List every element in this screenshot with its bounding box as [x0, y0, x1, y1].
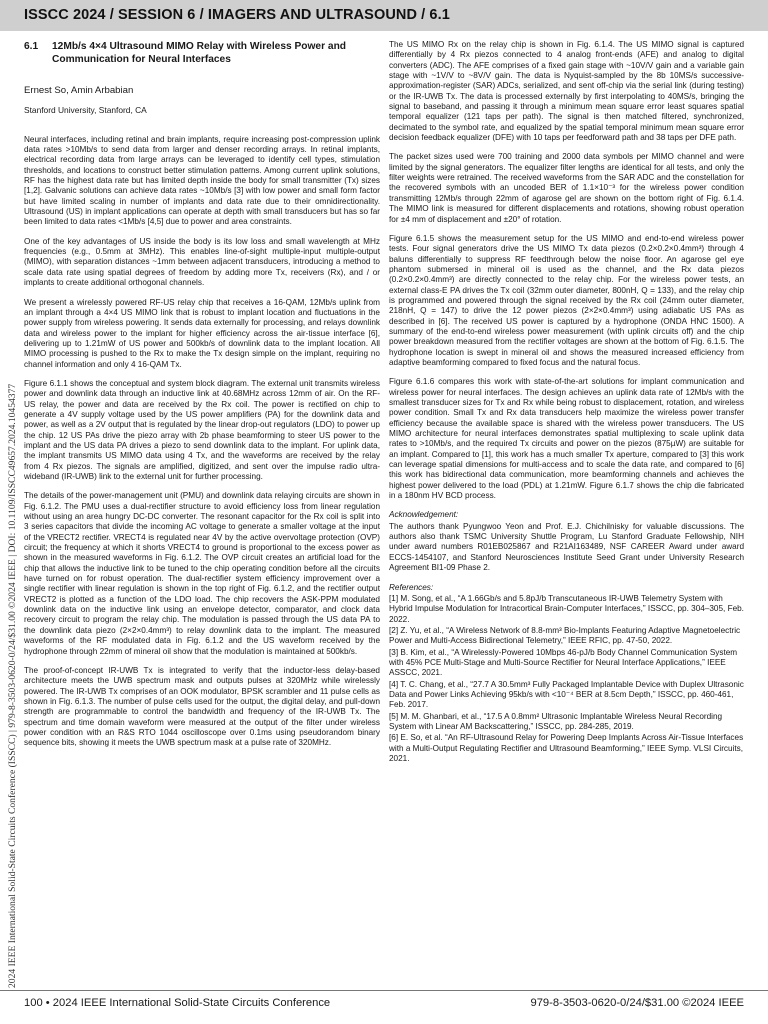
- right-column: [389, 40, 744, 765]
- header-bar: [0, 0, 768, 31]
- body-paragraph: We present a wirelessly powered RF-US relay chip that receives a 16-QAM, 12Mb/s uplink from an implant through a 4×4 US MIMO link that is robust to implant location and fluctuations in the power supply from wireless powering. It sends data externally for processing, and relays downlink data and wireless power to the implant for higher efficiency across the air-tissue interface [6], delivering up to 1.21mW of US power and 500kb/s of downlink data to the implant location. All MIMO processing is pushed to the Rx to make the Tx design simple on the implant, requiring no channel information and only 4 16-QAM Tx.: [24, 297, 380, 369]
- paper-authors: Ernest So, Amin Arbabian: [24, 85, 134, 96]
- paper-number: 6.1: [24, 41, 39, 52]
- paper-affiliation: Stanford University, Stanford, CA: [24, 105, 147, 116]
- body-paragraph: Figure 6.1.1 shows the conceptual and system block diagram. The external unit transmits wireless power and downlink data through an inductive link at 40.68MHz across 12mm of air. On the RF-US relay, the power and data are received by the Rx coil. The power is rectified on chip to generate a 4V supply voltage used by the US power amplifiers (PA) for the downlink data and power, as well as a 2V output that is regulated by the linear drop-out regulators (LDO) to power up the chip. 12 US PAs drive the piezo array with 2b phase beamforming to steer US power to the implant and the US data PA drives a piezo to send downlink data to the implant. For uplink data, the implant transmits US MIMO data using 4 Tx, and the waveforms are received by the relay from 4 Rx piezos. The signals are amplified, digitized, and sent over the impulse radio ultra-wideband (IR-UWB) link to the external unit for further processing.: [24, 378, 380, 481]
- reference-item: [6] E. So, et al. “An RF-Ultrasound Relay for Powering Deep Implants Across Air-Tissue Interfaces with a Multi-Output Regulating Rectifier and Ultrasound Beamforming,” IEEE Symp. VLSI Circuits, 2021.: [389, 733, 744, 763]
- body-paragraph: Figure 6.1.5 shows the measurement setup for the US MIMO and end-to-end wireless power tests. Four signal generators drive the US MIMO Tx data piezos (0.2×0.2×0.4mm³) through 4 baluns differentially to suppress RF feedthrough below the noise floor. An agarose gel eye phantom submersed in mineral oil is used as the channel, and the Rx data piezos (0.2×0.2×0.4mm³) are directly connected to the relay chip. For the wireless power tests, an external class-E PA drives the Tx coil (32mm outer diameter, 800nH, Q = 133), and the relay chip is programmed and powered through the signal received by the Rx coil (24mm outer diameter, 218nH, Q = 147) to drive the 12 power piezos (2×2×0.4mm³) using adiabatic US PAs as described in [6]. The received US power is captured by a hydrophone (ONDA HNC 1500). A summary of the end-to-end wireless power measurement (with uplink circuits off) and the chip power breakdown measured from the rectifier voltages are shown at the bottom of Fig. 6.1.5. The hydrophone location is swept in mineral oil and shows the measured increased efficiency from adaptive beamforming compared to fixed focus and the natural focus.: [389, 233, 744, 367]
- body-paragraph: The details of the power-management unit (PMU) and downlink data relaying circuits are shown in Fig. 6.1.2. The PMU uses a dual-rectifier structure to avoid efficiency loss from linear regulation without using an area hungry DC-DC converter. The resonant capacitor for the Rx coil is split into 3 series capacitors that divide the incoming AC voltage to generate a smaller voltage at the input of the VRECT2 rectifier. VRECT4 is regulated near 4V by the active overvoltage protection (OVP) circuit; the frequency at which it shorts VRECT4 to ground is proportional to the excess power as shown in the measured waveforms in Fig. 6.1.2. The OVP circuit creates an artificial load for the chip that allows the inductive link to be tuned to the chip operating condition before all the circuits have turned on for robust operation. The dual-rectifier system efficiency improvement over a single rectifier with linear regulation is shown in the top right of Fig. 6.1.2, and the rectifier output VRECT2 is plotted as a function of the LDO load. The chip recovers the ASK-PPM modulated downlink data on the inductive link using an envelope detector, comparator, and clock data recovery circuit to program the relay chip. The modulation is passed through the US data PA to the downlink data piezo (2×2×0.4mm³) to relay downlink data to the implant. The measured waveforms of the RF modulated data in Fig. 6.1.2 and the US waveform received by the hydrophone through 22mm of mineral oil show that the modulation is maintained at 500kb/s.: [24, 491, 380, 656]
- body-paragraph: The proof-of-concept IR-UWB Tx is integrated to verify that the inductor-less delay-based architecture meets the UWB spectrum mask and outputs pulses at 320MHz while wirelessly powered. The IR-UWB Tx comprises of an OOK modulator, BPSK scrambler and 11 pulse cells as shown in Fig. 6.1.3. The number of pulse cells used for the output, the digital delay, and pull-down strength are programmable to control the bandwidth and frequency of the IR-UWB Tx. The spectrum and time domain waveform were measured at the output of the filter under wireless power condition with an R&S RTO 1044 oscilloscope over 0.1ms using pseudorandom binary sequence bits, showing it meets the UWB spectrum mask at a pulse rate of 320MHz.: [24, 665, 380, 748]
- acknowledgement-heading: Acknowledgement:: [389, 510, 459, 520]
- body-paragraph: The packet sizes used were 700 training and 2000 data symbols per MIMO channel and were limited by the signal generators. The equalizer filter lengths are identical for all tests, and only the filter weights were retrained. The received waveforms from the SAR ADC and the constellation for the recovered symbols with an uncoded BER of 1.1×10⁻³ for the wireless power condition transmitting 12Mb/s through 22mm of agarose gel are shown on the bottom right of Fig. 6.1.4. The MIMO link is measured for different displacements and rotations, showing robust operation for ±4 mm of displacement and ±20° of rotation.: [389, 152, 744, 224]
- reference-item: [2] Z. Yu, et al., “A Wireless Network of 8.8-mm³ Bio-Implants Featuring Adaptive Magnetoelectric Power and Multi-Access Bidirectional Telemetry,” IEEE RFIC, pp. 47-50, 2022.: [389, 625, 741, 646]
- reference-item: [5] M. M. Ghanbari, et al., “17.5 A 0.8mm² Ultrasonic Implantable Wireless Neural Recording System with Linear AM Backscattering,” ISSCC, pp. 284-285, 2019.: [389, 711, 723, 731]
- footer-copyright: 979-8-3503-0620-0/24/$31.00 ©2024 IEEE: [530, 997, 744, 1009]
- side-doi-text: 2024 IEEE International Solid-State Circuits Conference (ISSCC) | 979-8-3503-0620-0/24/$31.00 ©2024 IEEE | DOI: 10.1109/ISSCC49657.2024.10454377: [7, 383, 18, 988]
- reference-item: [3] B. Kim, et al., “A Wirelessly-Powered 10Mbps 46-pJ/b Body Channel Communication System with 45% PCE Multi-Stage and Multi-Source Rectifier for Neural Interface Applications,” IEEE ASSCC, 2021.: [389, 647, 738, 678]
- reference-item: [4] T. C. Chang, et al., “27.7 A 30.5mm³ Fully Packaged Implantable Device with Duplex Ultrasonic Data and Power Links Achieving 95kb/s with <10⁻⁴ BER at 8.5cm Depth,” ISSCC, pp. 460-461, Feb. 2017.: [389, 679, 744, 710]
- body-paragraph: One of the key advantages of US inside the body is its low loss and small wavelength at MHz frequencies (e.g., 0.5mm at 3MHz). This enables line-of-sight multiple-input multiple-output (MIMO), with separation distances ~1mm between adjacent transducers, introducing a method to scale data rate using spatial degrees of freedom by adding more Tx, receivers (Rx), and / or implants to create additional orthogonal channels.: [24, 236, 380, 288]
- reference-list: [389, 594, 744, 765]
- body-paragraph: Figure 6.1.6 compares this work with state-of-the-art solutions for implant communication and wireless power for neural interfaces. The design achieves an uplink data rate of 12Mb/s with the smallest transducer sizes for Tx and Rx while being robust to displacement, rotation, and wireless power condition. Small Tx and Rx data transducers help maximize the wireless power transfer efficiency because the available space is shared with the wireless power transducers. The US MIMO architecture for neural interfaces demonstrates spatial multiplexing to scale uplink data rates to >10Mb/s, and the required Tx circuits and power on the piezos (875µW) are suitable for an implant. Compared to [1], this work has a much smaller Tx aperture, compared to [3] this work can leverage spatial dimensions for multi-access and to scale the data rate, and compared to [6] this work has bidirectional data communication, more beamforming channels and achieves the highest power delivered to the load (PDL) at 1.21mW. Figure 6.1.7 shows the chip die fabricated in a 180nm HV BCD process.: [389, 377, 744, 501]
- references-heading: References:: [389, 582, 434, 592]
- body-paragraph: Neural interfaces, including retinal and brain implants, require increasing post-compression uplink data rates >10Mb/s to send data from larger and denser recording arrays. In retinal implants, electrical recording data from large arrays can be leveraged to identify cell types, stimulation thresholds, and locations to construct better stimulation patterns. Among current uplink solutions, RF has the highest data rate but has limited depth inside the body for small transmitter (Tx) sizes [1,2]. Galvanic solutions can achieve data rates ~10Mb/s [3] with low power and small form factor but have limited scaling in number of implants and data rate due to their omnidirectionality. Ultrasound (US) in implant applications can operate at depth with small transducers but has so far been limited to data rates <1Mb/s [4,5] due to power and area constraints.: [24, 134, 380, 227]
- session-header: ISSCC 2024 / SESSION 6 / IMAGERS AND ULTRASOUND / 6.1: [24, 7, 450, 23]
- body-paragraph: The US MIMO Rx on the relay chip is shown in Fig. 6.1.4. The US MIMO signal is captured differentially by 4 Rx piezos connected to 4 analog front-ends (AFE) and analog to digital converters (ADC). The AFE comprises of a fixed gain stage with ~10V/V gain and a variable gain stage with ~1V/V to ~8V/V gain. The data is Nyquist-sampled by the 8b 10MS/s successive-approximation-register (SAR) ADCs, serialized, and sent off-chip via the serial link (during testing) or the IR-UWB Tx. The data is processed externally by first interpolating to 40MS/s, bringing the signal to baseband, and passing it through a minimum mean square error least squares spatial temporal equalizer (121 taps per path). The signal is then matched filtered, synchronized, decimated to the symbol rate, and equalized by the spatial temporal minimum mean square error decision feedback equalizer (DFE) with 10 taps per feedforward path and 38 taps per DFE path.: [389, 40, 744, 143]
- footer-divider: [0, 990, 768, 991]
- paper-title-block: [24, 40, 380, 66]
- footer-page-info: 100 • 2024 IEEE International Solid-State Circuits Conference: [24, 997, 331, 1009]
- acknowledgement-text: The authors thank Pyungwoo Yeon and Prof. E.J. Chichilnisky for valuable discussions. The authors also thank TSMC University Shuttle Program, Lu Stanford Graduate Fellowship, NIH under award numbers R01EB025867 and R21AI163489, NSF CAREER Award under award ECCS-1454107, and Stanford Neurosciences Institute Seed Grant under University Research Agreement BI1-09 Phase 2.: [389, 521, 744, 573]
- left-column: [24, 40, 380, 758]
- reference-item: [1] M. Song, et al., “A 1.66Gb/s and 5.8pJ/b Transcutaneous IR-UWB Telemetry System with Hybrid Impulse Modulation for Intracortical Brain-Computer Interfaces,” ISSCC, pp. 304–305, Feb. 2022.: [389, 593, 744, 624]
- paper-title: 12Mb/s 4×4 Ultrasound MIMO Relay with Wireless Power and Communication for Neural Interfaces: [52, 41, 347, 65]
